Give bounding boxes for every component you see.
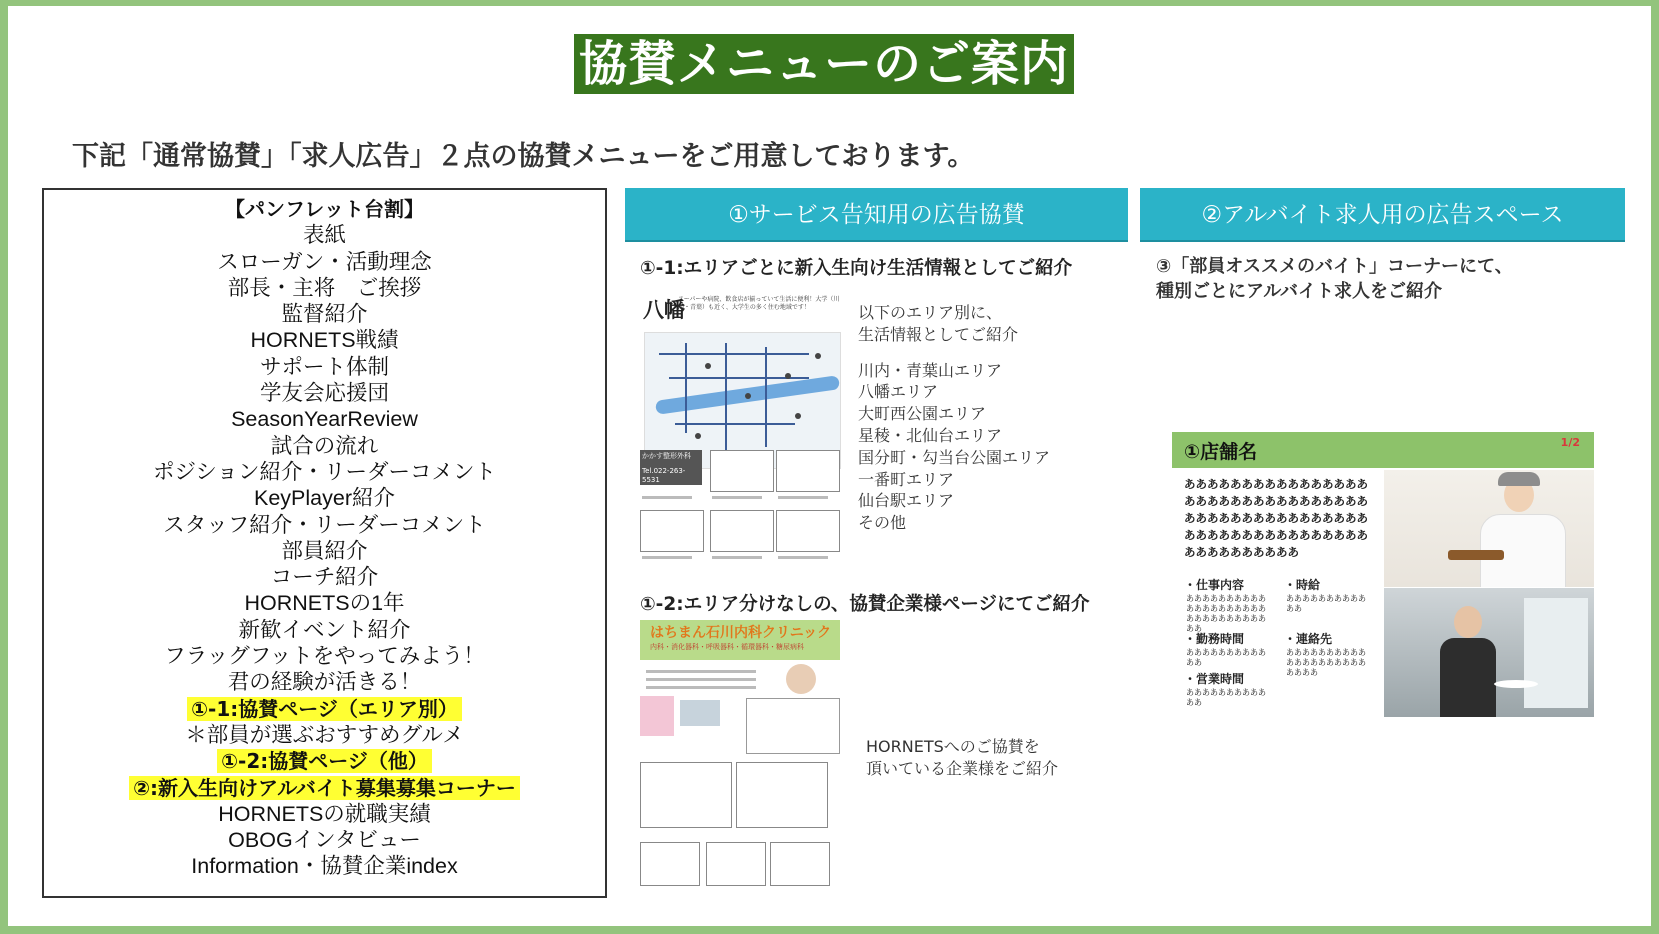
job-card-header — [1172, 432, 1594, 468]
map-pin-icon — [815, 353, 821, 359]
toc-item — [44, 748, 605, 774]
section2-desc-line: ③「部員オススメのバイト」コーナーにて、 — [1156, 256, 1513, 277]
area-item: その他 — [858, 513, 907, 533]
placeholder-line — [778, 556, 828, 559]
ad-slot — [776, 510, 840, 552]
clinic-info-box — [746, 698, 840, 754]
toc-item-highlight: ①-2:協賛ページ（他） — [217, 749, 432, 773]
area-title: 八幡 — [643, 298, 685, 322]
sponsor-caption-line: HORNETSへのご協賛を — [866, 737, 1040, 756]
ad-slot — [770, 842, 830, 886]
toc-item: 部員紹介 — [281, 538, 368, 563]
value-contact: ああああああああああああああああああああああああ — [1286, 648, 1366, 677]
road-line — [725, 343, 727, 453]
toc-item: 新歓イベント紹介 — [238, 617, 411, 642]
area-item: 川内・青葉山エリア — [858, 360, 1003, 380]
toc-item-highlight: ②:新入生向けアルバイト募集募集コーナー — [129, 776, 520, 800]
section1-sub1: ①-1:エリアごとに新入生向け生活情報としてご紹介 — [640, 258, 1073, 279]
area-list — [858, 302, 1050, 534]
toc-list — [44, 190, 605, 880]
ad-slot — [640, 762, 732, 828]
placeholder-line — [778, 496, 828, 499]
road-line — [659, 353, 809, 355]
ad-slot — [710, 450, 774, 492]
road-line — [675, 423, 795, 425]
area-map — [644, 332, 841, 469]
toc-item: 監督紹介 — [281, 302, 368, 327]
toc-item: スローガン・活動理念 — [217, 249, 432, 274]
placeholder-line — [712, 556, 762, 559]
label-work: ・仕事内容 — [1184, 578, 1245, 592]
ad-slot — [640, 510, 704, 552]
area-intro-line: 以下のエリア別に、 — [858, 303, 1003, 322]
ad-slot — [640, 842, 700, 886]
pamphlet-toc — [42, 188, 607, 898]
label-wage: ・時給 — [1284, 578, 1321, 592]
road-line — [685, 343, 687, 433]
road-line — [765, 347, 767, 447]
value-work: ああああああああああああああああああああああああああああああああ — [1186, 594, 1266, 633]
clinic-sub: 内科・消化器科・呼吸器科・循環器科・糖尿病科 — [650, 643, 804, 651]
toc-item: HORNETSの1年 — [244, 591, 405, 616]
toc-item: コーチ紹介 — [270, 565, 379, 590]
toc-item: フラッグフットをやってみよう！ — [164, 644, 485, 669]
area-item: 星稜・北仙台エリア — [858, 425, 1003, 445]
area-item: 八幡エリア — [858, 382, 939, 402]
area-item: 仙台駅エリア — [858, 491, 955, 511]
ad-tel: Tel.022-263-5531 — [642, 467, 686, 484]
area-item: 大町西公園エリア — [858, 404, 987, 424]
value-hours: ああああああああああああ — [1186, 648, 1266, 667]
section2-band: ②アルバイト求人用の広告スペース — [1140, 188, 1625, 242]
intro-text: 下記「通常協賛」「求人広告」２点の協賛メニューをご用意しております。 — [72, 141, 975, 172]
map-pin-icon — [695, 433, 701, 439]
placeholder-line — [642, 556, 692, 559]
job-card-mockup — [1172, 432, 1594, 717]
placeholder-line — [642, 496, 692, 499]
cherry-blossom-image — [640, 696, 674, 736]
area-intro-line: 生活情報としてご紹介 — [858, 324, 1019, 344]
toc-item — [44, 775, 605, 801]
toc-item — [44, 696, 605, 722]
doctor-photo — [786, 664, 816, 694]
section1-sub2: ①-2:エリア分けなしの、協賛企業様ページにてご紹介 — [640, 594, 1090, 615]
toc-item: KeyPlayer紹介 — [254, 486, 395, 511]
sponsor-caption — [866, 736, 1058, 780]
toc-item: 表紙 — [302, 223, 346, 248]
toc-item: Information・協賛企業index — [191, 854, 458, 879]
job-body-text: ああああああああああああああああああああああああああああああああああああああああああああああああああああああああああああああああああああああああああ — [1184, 477, 1368, 559]
value-open: ああああああああああああ — [1186, 688, 1266, 707]
ad-slot — [776, 450, 840, 492]
toc-item: ＊部員が選ぶおすすめグルメ — [185, 722, 464, 747]
label-hours: ・勤務時間 — [1184, 632, 1245, 646]
clinic-photo — [680, 700, 720, 726]
map-pin-icon — [705, 363, 711, 369]
sponsor-caption-line: 頂いている企業様をご紹介 — [866, 759, 1059, 778]
area-sub: スーパーや病院、飲食店が揃っていて生活に便利！大学（川内・青葉）も近く、大学生の多く住む地域です！ — [678, 296, 840, 311]
section2-desc-line: 種別ごとにアルバイト求人をご紹介 — [1156, 281, 1443, 302]
placeholder-line — [646, 686, 756, 689]
toc-item: 【パンフレット台割】 — [225, 197, 424, 221]
clinic-name: はちまん石川内科クリニック — [650, 625, 832, 641]
placeholder-line — [646, 678, 756, 681]
sponsor-page-mockup — [636, 620, 841, 910]
toc-item: サポート体制 — [259, 354, 389, 379]
section2-desc — [1156, 254, 1513, 304]
toc-item: OBOGインタビュー — [228, 828, 421, 853]
label-contact: ・連絡先 — [1284, 632, 1333, 646]
ad-slot — [736, 762, 828, 828]
waiter-photo — [1384, 470, 1594, 587]
page-title: 協賛メニューのご案内 — [574, 34, 1074, 94]
value-wage: ああああああああああああ — [1286, 594, 1366, 613]
cafe-staff-photo — [1384, 588, 1594, 717]
area-item: 国分町・勾当台公園エリア — [858, 447, 1051, 467]
placeholder-line — [712, 496, 762, 499]
map-pin-icon — [745, 393, 751, 399]
area-item: 一番町エリア — [858, 469, 955, 489]
toc-item: 部長・主将 ご挨拶 — [227, 275, 422, 300]
toc-item: SeasonYearReview — [231, 407, 418, 432]
placeholder-line — [646, 670, 756, 673]
page-indicator: 1/2 — [1560, 436, 1580, 449]
ad-slot — [710, 510, 774, 552]
ad-slot — [706, 842, 766, 886]
toc-item: 君の経験が活きる！ — [227, 670, 422, 695]
toc-item: HORNETS戦績 — [250, 328, 399, 353]
toc-item-highlight: ①-1:協賛ページ（エリア別） — [187, 697, 462, 721]
toc-item: スタッフ紹介・リーダーコメント — [163, 512, 486, 537]
toc-item: 試合の流れ — [270, 433, 379, 458]
map-pin-icon — [785, 373, 791, 379]
map-pin-icon — [795, 413, 801, 419]
area-page-mockup — [628, 292, 848, 570]
toc-item: ポジション紹介・リーダーコメント — [152, 459, 497, 484]
store-name: ①店舗名 — [1184, 441, 1258, 463]
clinic-header — [640, 620, 840, 660]
toc-item: 学友会応援団 — [259, 381, 389, 406]
ad-box — [640, 450, 702, 485]
section1-band: ①サービス告知用の広告協賛 — [625, 188, 1128, 242]
label-open: ・営業時間 — [1184, 672, 1245, 686]
toc-item: HORNETSの就職実績 — [218, 801, 431, 826]
ad-name: かかす整形外科 — [642, 452, 691, 460]
